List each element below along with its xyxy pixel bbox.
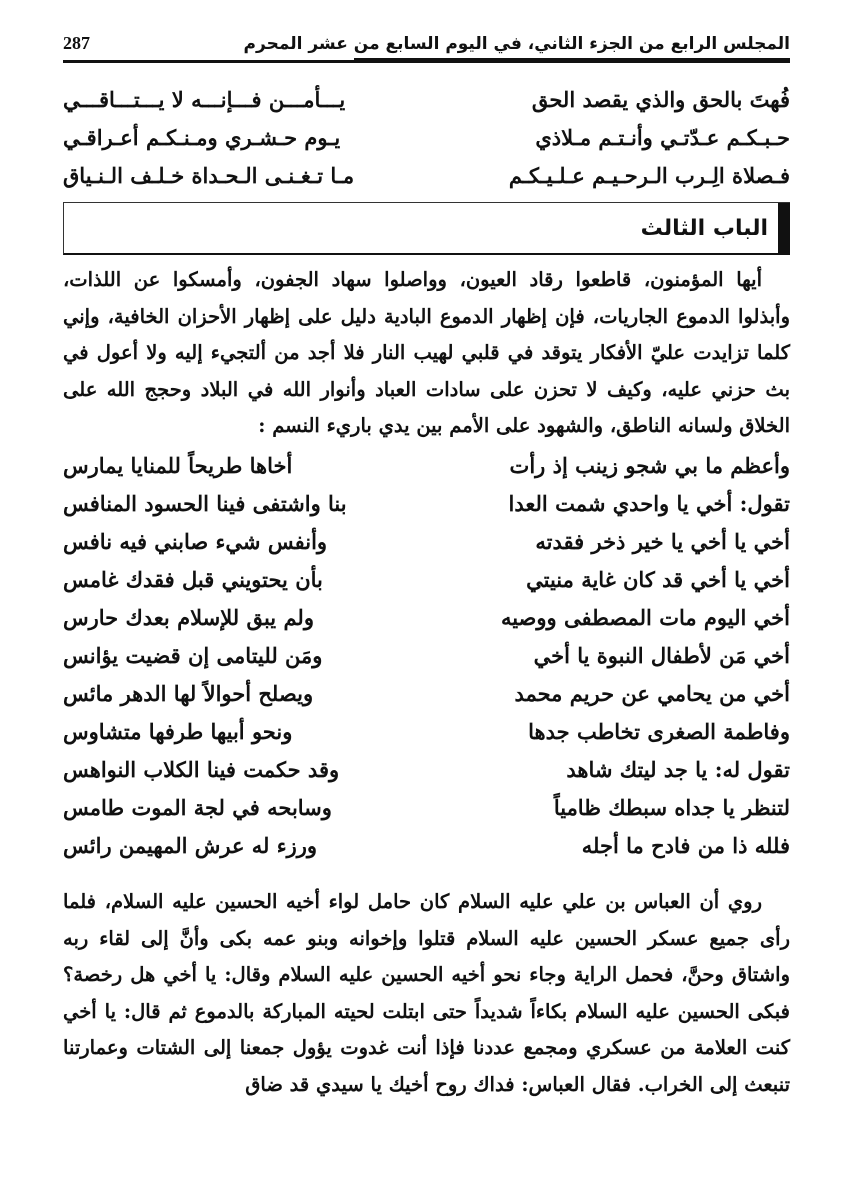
second-hemistich: أخاها طريحاً للمنايا يمارس [63,452,293,478]
prose-paragraph-2 [63,884,790,1103]
running-header [63,28,790,54]
first-hemistich: تقول له: يا جد ليتك شاهد [566,756,790,782]
verse-row [63,636,790,674]
page-number: 287 [63,33,90,53]
first-hemistich: تقول: أخي يا واحدي شمت العدا [508,490,790,516]
running-title: المجلس الرابع من الجزء الثاني، في اليوم السابع من عشر المحرم [243,34,790,54]
poem-main [63,446,790,864]
first-hemistich: فلله ذا من فادح ما أجله [581,832,790,858]
first-hemistich: أخي يا أخي قد كان غاية منيتي [526,566,790,592]
first-hemistich: أخي من يحامي عن حريم محمد [514,680,790,706]
second-hemistich: وأنفس شيء صابني فيه نافس [63,528,328,554]
first-hemistich: وأعظم ما بي شجو زينب إذ رأت [509,452,790,478]
verse-row [63,598,790,636]
first-hemistich: فُهتَ بالحق والذي يقصد الحق [531,86,790,112]
second-hemistich: وسابحه في لجة الموت طامس [63,794,332,820]
first-hemistich: أخي اليوم مات المصطفى ووصيه [500,604,790,630]
verse-row [63,80,790,118]
second-hemistich: مـا تـغـنـى الـحـداة خـلـف الـنـياق [63,162,355,188]
verse-row [63,826,790,864]
book-page [63,0,790,1199]
header-rule [63,60,790,63]
second-hemistich: بأن يحتويني قبل فقدك غامس [63,566,323,592]
section-title: الباب الثالث [640,215,768,241]
verse-row [63,522,790,560]
first-hemistich: حـبـكـم عـدّتـي وأنـتـم مـلاذي [535,124,790,150]
verse-row [63,788,790,826]
second-hemistich: ونحو أبيها طرفها متشاوس [63,718,293,744]
first-hemistich: فـصلاة الِـرب الـرحـيـم عـلـيـكـم [508,162,790,188]
second-hemistich: وقد حكمت فينا الكلاب النواهس [63,756,340,782]
second-hemistich: ولم يبق للإسلام بعدك حارس [63,604,314,630]
verse-row [63,446,790,484]
verse-row [63,712,790,750]
second-hemistich: بنا واشتفى فينا الحسود المنافس [63,490,347,516]
first-hemistich: وفاطمة الصغرى تخاطب جدها [528,718,790,744]
second-hemistich: يـــأمـــن فـــإنـــه لا يـــتـــاقـــي [63,86,346,112]
first-hemistich: لتنظر يا جداه سبطك ظامياً [553,794,790,820]
verse-row [63,156,790,194]
verse-row [63,484,790,522]
verse-row [63,750,790,788]
heading-bar [778,203,790,253]
verse-row [63,560,790,598]
second-hemistich: ويصلح أحوالاً لها الدهر مائس [63,680,314,706]
paragraph-text: روي أن العباس بن علي عليه السلام كان حامل لواء أخيه الحسين عليه السلام، فلما رأى جميع عسكر الحسين عليه السلام قتلوا وإخوانه وبنو عمه بكى وأنَّ إلى لقاء ربه واشتاق وحنَّ، فحمل الراية وجاء نحو أخيه الحسين عليه السلام وقال: يا أخي هل رخصة؟ فبكى الحسين عليه السلام بكاءاً شديداً حتى ابتلت لحيته المباركة بالدموع ثم قال: يا أخي كنت العلامة من عسكري ومجمع عددنا فإذا أنت غدوت يؤول جمعنا إلى الشتات وعمارتنا تنبعث إلى الخراب. فقال العباس: فداك روح أخيك يا سيدي قد ضاق [63,890,790,1096]
second-hemistich: ورزء له عرش المهيمن رائس [63,832,318,858]
second-hemistich: ومَن لليتامى إن قضيت يؤانس [63,642,323,668]
section-heading [63,202,790,255]
first-hemistich: أخي مَن لأطفال النبوة يا أخي [533,642,790,668]
first-hemistich: أخي يا أخي يا خير ذخر فقدته [535,528,790,554]
verse-row [63,118,790,156]
poem-top [63,80,790,194]
second-hemistich: يـوم حـشـري ومـنـكـم أعـراقـي [63,124,341,150]
paragraph-text: أيها المؤمنون، قاطعوا رقاد العيون، وواصلوا سهاد الجفون، وأمسكوا عن اللذات، وأبذلوا الدموع الجاريات، فإن إظهار الدموع البادية دليل على إظهار الأحزان الخافية، وإني كلما تزايدت عليّ الأفكار يتوقد في قلبي لهيب النار فلا أجد من ألتجيء إليه ولا أعول في بث حزني عليه، وكيف لا تحزن على سادات العباد وأنوار الله في البلاد وحجج الله على الخلاق ولسانه الناطق، والشهود على الأمم بين يدي باريء النسم : [63,268,790,437]
prose-paragraph-1 [63,262,790,445]
verse-row [63,674,790,712]
